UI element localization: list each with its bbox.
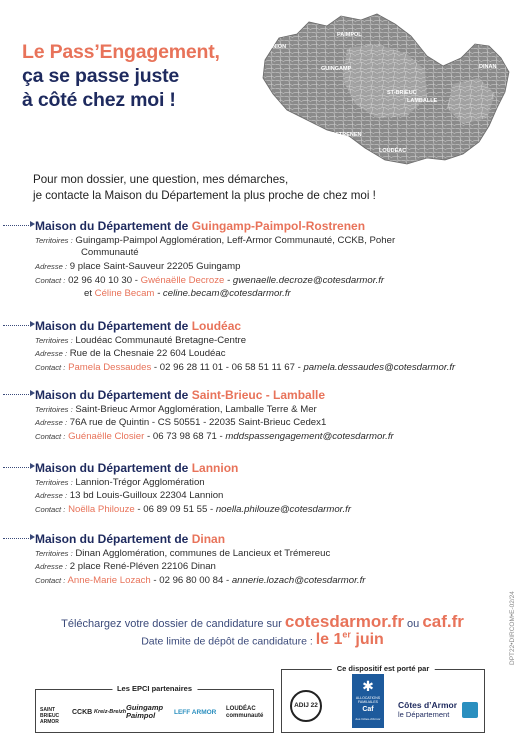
office-title: Maison du Département de Saint-Brieuc - Lamballe bbox=[35, 388, 326, 402]
office-adresse: Adresse : 76A rue de Quintin - CS 50551 - 22035 Saint-Brieuc Cedex1 bbox=[35, 417, 327, 428]
caf-star-icon: ✱ bbox=[362, 678, 374, 694]
logo-saint-brieuc-armor: SAINT BRIEUC ARMOR bbox=[40, 707, 60, 725]
office-territoires: Territoires : Dinan Agglomération, communes de Lancieux et Trémereuc bbox=[35, 548, 331, 559]
link-cotesdarmor[interactable]: cotesdarmor.fr bbox=[284, 612, 404, 631]
dotted-arrow-icon bbox=[3, 225, 31, 227]
office-adresse: Adresse : 9 place Saint-Sauveur 22205 Guingamp bbox=[35, 261, 241, 272]
office-contact-2: et Céline Becam - celine.becam@cotesdarmor.fr bbox=[84, 288, 291, 299]
office-territoires: Territoires : Loudéac Communauté Bretagne-Centre bbox=[35, 335, 247, 346]
headline-line-2: ça se passe juste bbox=[22, 65, 180, 87]
intro-line-1: Pour mon dossier, une question, mes démarches, bbox=[33, 173, 289, 186]
map-label-lannion: LANNION bbox=[261, 44, 287, 50]
map-label-dinan: DINAN bbox=[479, 64, 497, 70]
office-title: Maison du Département de Guingamp-Paimpol-Rostrenen bbox=[35, 219, 366, 233]
logo-kreiz-breizh: Kreiz-Breizh bbox=[94, 709, 127, 715]
headline-line-3: à côté chez moi ! bbox=[22, 89, 176, 111]
logo-leff-armor: LEFF ARMOR bbox=[174, 709, 217, 716]
logo-cckb: CCKB bbox=[72, 709, 93, 716]
caf-line-2: FAMILIALES bbox=[357, 700, 379, 704]
caf-name: Caf bbox=[362, 706, 374, 713]
cd-line-2: le Département bbox=[398, 710, 450, 719]
deadline-line: Date limite de dépôt de candidature : le 1er juin bbox=[141, 630, 384, 649]
porte-caption: Ce dispositif est porté par bbox=[332, 664, 435, 673]
office-title: Maison du Département de Loudéac bbox=[35, 319, 242, 333]
cd-line-1: Côtes d’Armor bbox=[398, 700, 458, 710]
office-territoires: Territoires : Saint-Brieuc Armor Agglomération, Lamballe Terre & Mer bbox=[35, 404, 317, 415]
office-contact: Contact : 02 96 40 10 30 - Gwénaëlle Decroze - gwenaelle.decroze@cotesdarmor.fr bbox=[35, 275, 385, 286]
epci-caption: Les EPCI partenaires bbox=[112, 684, 197, 693]
office-contact: Contact : Anne-Marie Lozach - 02 96 80 00 84 - annerie.lozach@cotesdarmor.fr bbox=[35, 575, 366, 586]
office-adresse: Adresse : 2 place René-Pléven 22106 Dinan bbox=[35, 561, 216, 572]
headline-line-1: Le Pass’Engagement, bbox=[22, 41, 220, 63]
adij-label: ADIJ 22 bbox=[294, 702, 318, 709]
logo-guingamp-paimpol: Guingamp Paimpol bbox=[126, 703, 164, 720]
dotted-arrow-icon bbox=[3, 538, 31, 540]
office-title: Maison du Département de Lannion bbox=[35, 461, 239, 475]
intro-line-2: je contacte la Maison du Département la plus proche de chez moi ! bbox=[33, 189, 376, 202]
map-label-lamballe: LAMBALLE bbox=[407, 98, 438, 104]
office-contact: Contact : Pamela Dessaudes - 02 96 28 11 01 - 06 58 51 11 67 - pamela.dessaudes@cotesdarmor.fr bbox=[35, 362, 456, 373]
intro-text bbox=[33, 172, 503, 204]
map-label-st-brieuc: ST-BRIEUC bbox=[387, 90, 417, 96]
caf-sub: des Côtes-d'Armor bbox=[355, 717, 381, 721]
dotted-arrow-icon bbox=[3, 325, 31, 327]
office-adresse: Adresse : Rue de la Chesnaie 22 604 Loudéac bbox=[35, 348, 226, 359]
map-label-paimpol: PAIMPOL bbox=[337, 32, 362, 38]
office-territoires: Territoires : Lannion-Trégor Agglomération bbox=[35, 477, 205, 488]
office-title: Maison du Département de Dinan bbox=[35, 532, 226, 546]
dotted-arrow-icon bbox=[3, 394, 31, 396]
department-map bbox=[257, 8, 515, 168]
porte-par-box bbox=[281, 664, 485, 733]
map-label-rostrenen: ROSTRENEN bbox=[327, 132, 362, 138]
office-adresse: Adresse : 13 bd Louis-Guilloux 22304 Lannion bbox=[35, 490, 224, 501]
epci-partners-box bbox=[35, 684, 274, 733]
map-label-loudeac: LOUDÉAC bbox=[379, 148, 407, 154]
logo-cotes-darmor bbox=[398, 700, 482, 719]
link-caf[interactable]: caf.fr bbox=[422, 612, 464, 631]
logo-caf bbox=[352, 674, 384, 728]
office-contact: Contact : Guénaëlle Closier - 06 73 98 68 71 - mddspassengagement@cotesdarmor.fr bbox=[35, 431, 394, 442]
dotted-arrow-icon bbox=[3, 467, 31, 469]
office-territoires-cont: Communauté bbox=[81, 247, 139, 258]
caf-line-1: ALLOCATIONS bbox=[355, 696, 381, 700]
logo-adij22 bbox=[290, 690, 322, 722]
reference-code: DPT22•DIRCOM•E-02/24 bbox=[509, 591, 516, 665]
office-territoires: Territoires : Guingamp-Paimpol Agglomération, Leff-Armor Communauté, CCKB, Poher bbox=[35, 235, 396, 246]
download-line: Téléchargez votre dossier de candidature sur cotesdarmor.fr ou caf.fr bbox=[61, 612, 464, 631]
office-contact: Contact : Noëlla Philouze - 06 89 09 51 55 - noella.philouze@cotesdarmor.fr bbox=[35, 504, 352, 515]
headline bbox=[22, 40, 237, 112]
map-label-guingamp: GUINGAMP bbox=[321, 66, 352, 72]
cd-wave-icon bbox=[462, 702, 478, 718]
logo-loudeac: LOUDÉAC communauté bbox=[226, 706, 264, 719]
